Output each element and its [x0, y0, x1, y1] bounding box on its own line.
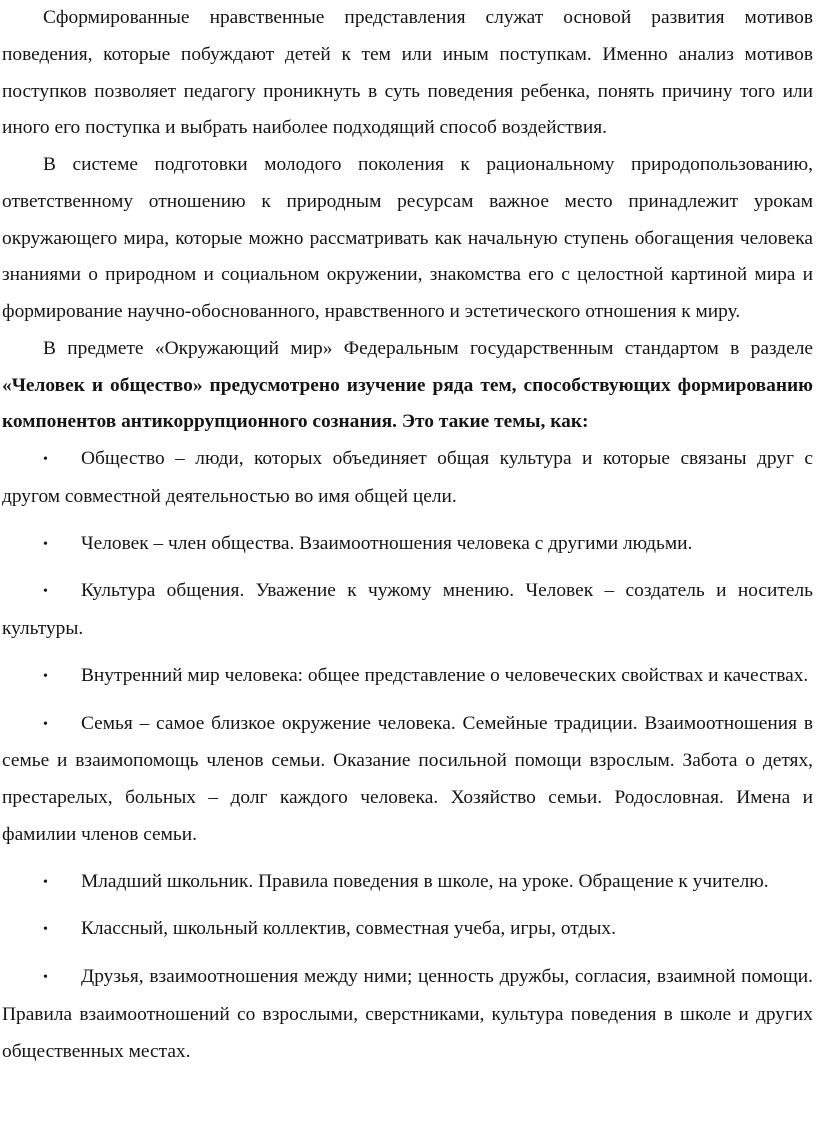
- list-item: [2, 911, 813, 949]
- paragraph-nature-education: В системе подготовки молодого поколения к рациональному природопользованию, ответственному отношению к природным ресурсам важное место принадлежит урокам окружающего мира, которые можно рассматривать как начальную ступень обогащения человека знаниями о природном и социальном окружении, знакомства его с целостной картиной мира и формирование научно-обоснованного, нравственного и эстетического отношения к миру.: [2, 154, 813, 322]
- list-item-text: Внутренний мир человека: общее представление о человеческих свойствах и качествах.: [81, 664, 809, 686]
- topics-list: [2, 441, 813, 1070]
- bullet-icon: •: [43, 970, 48, 985]
- list-item-text: Классный, школьный коллектив, совместная учеба, игры, отдых.: [81, 918, 616, 940]
- bullet-icon: •: [43, 716, 48, 732]
- paragraph-subject-section: [2, 331, 813, 441]
- list-item: [2, 864, 813, 902]
- list-item-text: Младший школьник. Правила поведения в школе, на уроке. Обращение к учителю.: [81, 870, 769, 892]
- list-item: [2, 959, 813, 1070]
- bullet-icon: •: [43, 668, 48, 684]
- paragraph-subject-section-normal: В предмете «Окружающий мир» Федеральным государственным стандартом в разделе: [43, 337, 813, 359]
- list-item: [2, 526, 813, 564]
- list-item-text: Семья – самое близкое окружение человека. Семейные традиции. Взаимоотношения в семье и взаимопомощь членов семьи. Оказание посильной помощи взрослым. Забота о детях, престарелых, больных – долг каждого человека. Хозяйство семьи. Родословная. Имена и фамилии членов семьи.: [2, 712, 813, 845]
- list-item: [2, 706, 813, 854]
- bullet-icon: •: [43, 584, 48, 600]
- list-item: [2, 573, 813, 648]
- bullet-icon: •: [43, 922, 48, 938]
- bullet-icon: •: [43, 452, 48, 467]
- list-item: [2, 658, 813, 696]
- paragraph-subject-section-bold: «Человек и общество» предусмотрено изучение ряда тем, способствующих формированию компонентов антикоррупционного сознания. Это такие темы, как:: [2, 374, 813, 433]
- bullet-icon: •: [43, 874, 48, 890]
- paragraph-moral-ideas: Сформированные нравственные представления служат основой развития мотивов поведения, которые побуждают детей к тем или иным поступкам. Именно анализ мотивов поступков позволяет педагогу проникнуть в суть поведения ребенка, понять причину того или иного его поступка и выбрать наиболее подходящий способ воздействия.: [2, 7, 813, 139]
- list-item-text: Культура общения. Уважение к чужому мнению. Человек – создатель и носитель культуры.: [2, 580, 813, 639]
- list-item-text: Человек – член общества. Взаимоотношения человека с другими людьми.: [81, 532, 693, 554]
- bullet-icon: •: [43, 536, 48, 552]
- list-item-text: Общество – люди, которых объединяет общая культура и которые связаны друг с другом совместной деятельностью во имя общей цели.: [2, 448, 813, 507]
- list-item: [2, 441, 813, 516]
- list-item-text: Друзья, взаимоотношения между ними; ценность дружбы, согласия, взаимной помощи. Правила взаимоотношений со взрослыми, сверстниками, культура поведения в школе и других общественных местах.: [2, 966, 813, 1062]
